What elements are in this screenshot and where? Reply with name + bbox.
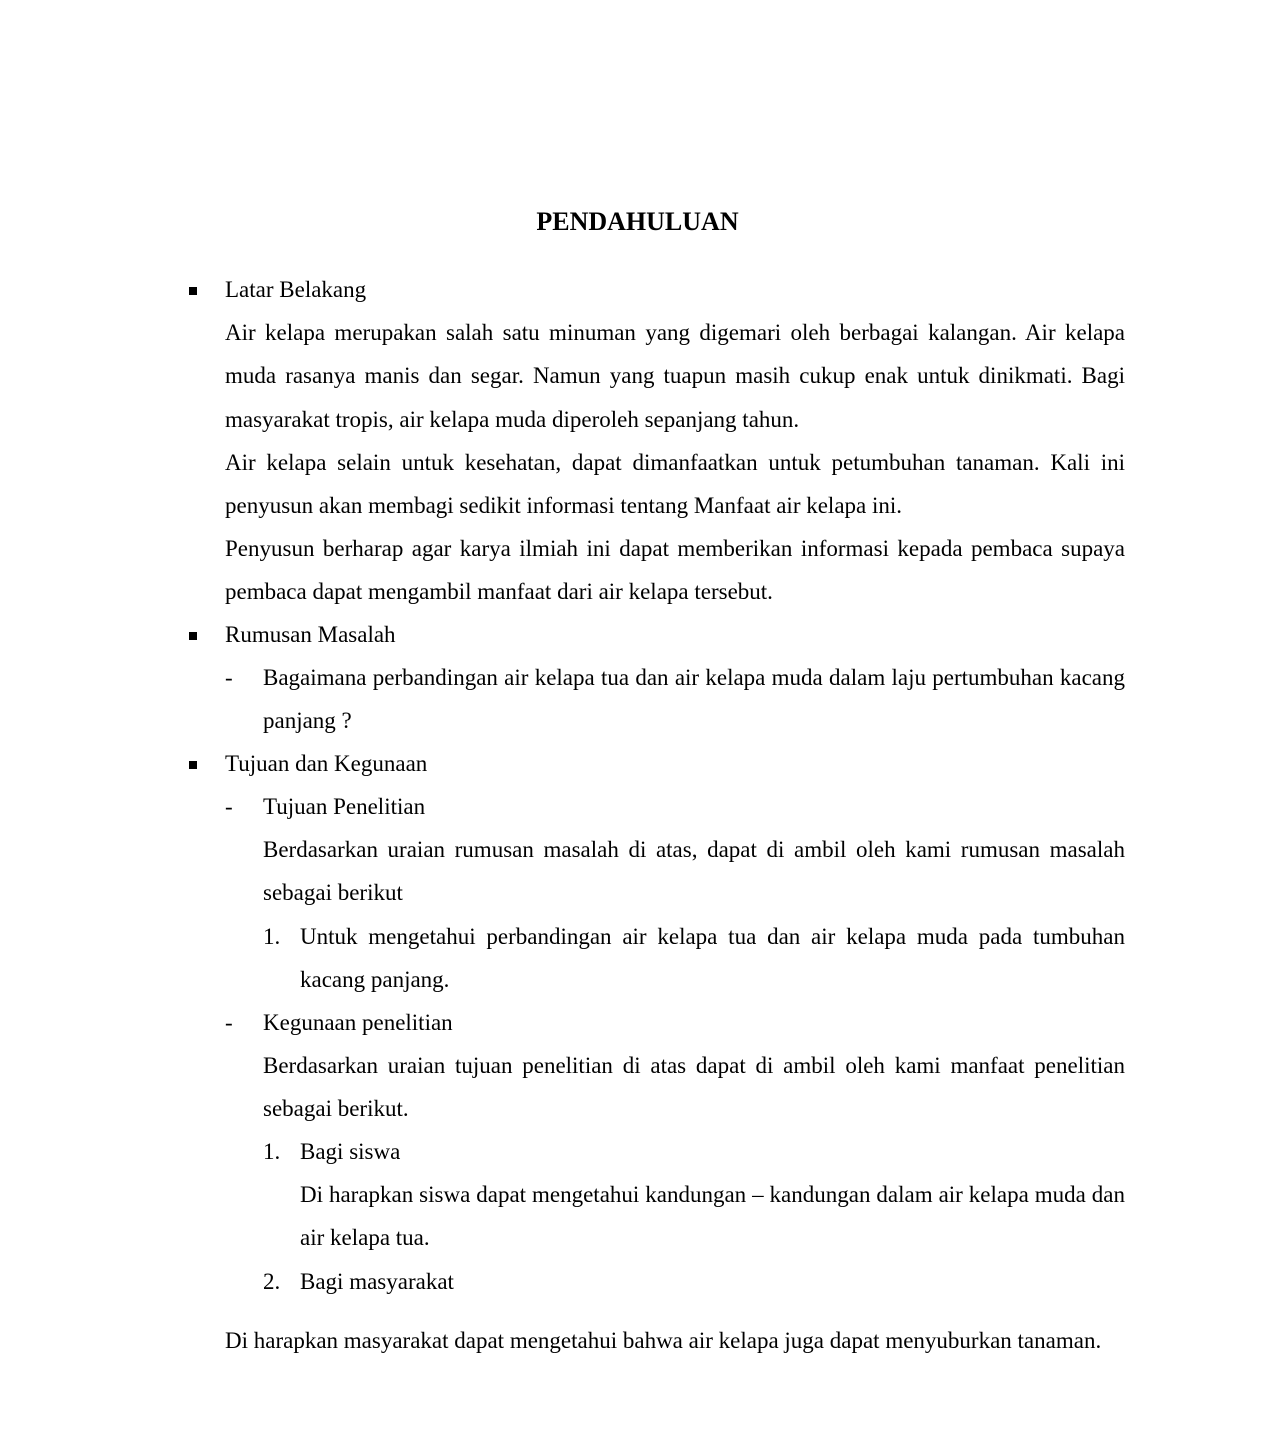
list-number: 1. xyxy=(263,1139,281,1164)
section-heading-rumusan: Rumusan Masalah xyxy=(225,622,396,647)
paragraph-latar-1: Air kelapa merupakan salah satu minuman yang digemari oleh berbagai kalangan. Air kelapa muda rasanya manis dan segar. Namun yang tuapun masih cukup enak untuk dinikmati. Bagi masyarakat tropis, air kelapa muda diperoleh sepanjang tahun. xyxy=(225,320,1125,432)
subheading-kegunaan-penelitian: Kegunaan penelitian xyxy=(263,1010,453,1035)
section-heading-tujuan: Tujuan dan Kegunaan xyxy=(225,751,428,776)
subheading-tujuan-penelitian: Tujuan Penelitian xyxy=(263,794,426,819)
bullet-square-icon xyxy=(189,287,197,295)
kegunaan-item-siswa-text: Di harapkan siswa dapat mengetahui kandungan – kandungan dalam air kelapa muda dan air kelapa tua. xyxy=(300,1182,1125,1251)
section-heading-latar: Latar Belakang xyxy=(225,277,367,302)
closing-paragraph: Di harapkan masyarakat dapat mengetahui bahwa air kelapa juga dapat menyuburkan tanaman. xyxy=(225,1328,1102,1353)
list-number: 2. xyxy=(263,1269,281,1294)
paragraph-latar-3: Penyusun berharap agar karya ilmiah ini dapat memberikan informasi kepada pembaca supaya pembaca dapat mengambil manfaat dari air kelapa tersebut. xyxy=(225,536,1125,605)
kegunaan-item-masyarakat-heading: Bagi masyarakat xyxy=(300,1269,454,1294)
bullet-square-icon xyxy=(189,761,197,769)
page-title: PENDAHULUAN xyxy=(536,207,739,236)
bullet-square-icon xyxy=(189,632,197,640)
paragraph-kegunaan-penelitian: Berdasarkan uraian tujuan penelitian di atas dapat di ambil oleh kami manfaat penelitian sebagai berikut. xyxy=(263,1053,1125,1122)
dash-marker: - xyxy=(225,1010,233,1035)
kegunaan-item-siswa-heading: Bagi siswa xyxy=(300,1139,401,1164)
dash-marker: - xyxy=(225,665,233,690)
tujuan-item-1: Untuk mengetahui perbandingan air kelapa tua dan air kelapa muda pada tumbuhan kacang panjang. xyxy=(300,924,1125,993)
paragraph-latar-2: Air kelapa selain untuk kesehatan, dapat dimanfaatkan untuk petumbuhan tanaman. Kali ini penyusun akan membagi sedikit informasi tentang Manfaat air kelapa ini. xyxy=(225,450,1125,519)
dash-marker: - xyxy=(225,794,233,819)
paragraph-tujuan-penelitian: Berdasarkan uraian rumusan masalah di atas, dapat di ambil oleh kami rumusan masalah sebagai berikut xyxy=(263,837,1125,906)
list-number: 1. xyxy=(263,924,281,949)
rumusan-item-1: Bagaimana perbandingan air kelapa tua dan air kelapa muda dalam laju pertumbuhan kacang panjang ? xyxy=(263,665,1125,734)
